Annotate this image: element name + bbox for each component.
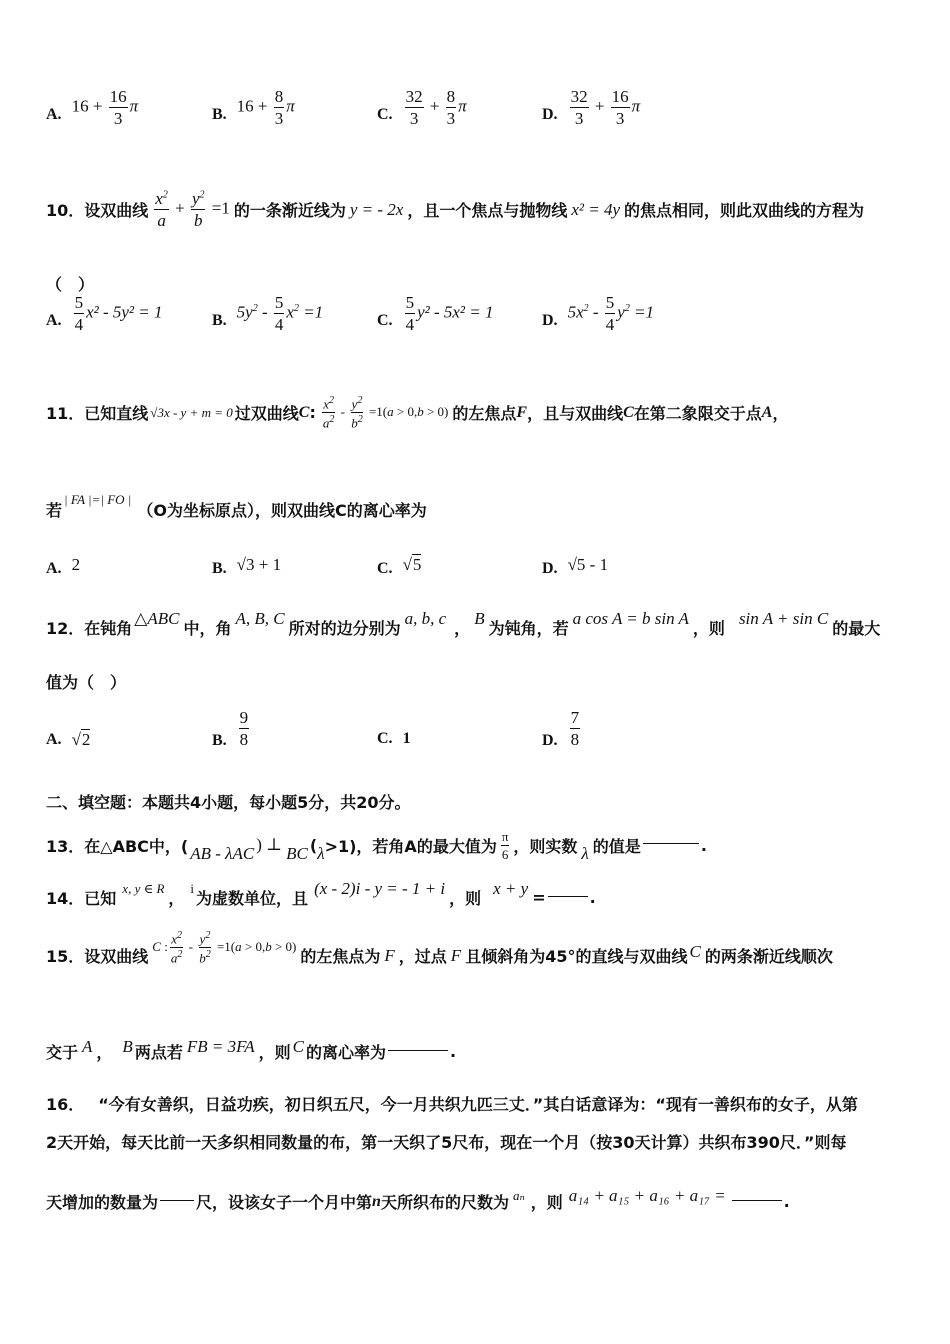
question-13-stem (46, 826, 707, 864)
option-expression: √3 + 1 (236, 555, 282, 574)
stem-text: 中，角 (183, 619, 232, 638)
denominator: 3 (446, 109, 456, 128)
curve-c: C (689, 941, 701, 961)
stem-text: 已知直线 (84, 404, 149, 424)
q11-option-b[interactable] (212, 555, 282, 578)
stem-text: ，则实数 (513, 836, 578, 856)
fraction (239, 709, 250, 748)
stem-text: 天所织布的尺数为 (380, 1193, 509, 1212)
stem-text: 已知 (84, 889, 117, 908)
option-label: D. (542, 732, 558, 749)
stem-text: “今有女善织，日益功疾，初日织五尺，今一月共织九匹三丈．”其白话意译为：“现有一善织布的女子，从第 (98, 1095, 858, 1114)
fraction: $\frac{5}{4}$ (274, 293, 284, 334)
stem-text: ，则 (449, 889, 482, 908)
question-10-paren (46, 272, 94, 295)
question-11-stem: 11． 已知直线 √3x - y + m = 0 过双曲线 C : $\frac{x^2}{a^2}$ - $\frac{y^2}{b^2}$ =1(a > 0,b > 0) 的左焦点 F ，且与双曲线 C 在第二象限交于点 A ， (46, 395, 789, 431)
option-label: B. (212, 732, 227, 749)
variable-n: n (372, 1192, 381, 1210)
period: . (589, 888, 596, 907)
fraction (501, 830, 510, 861)
option-label: B. (212, 560, 227, 577)
hyperbola-equation: C : $\frac{x^2}{a^2}$ - $\frac{y^2}{b^2}$ =1(a > 0,b > 0) (152, 929, 297, 966)
answer-blank[interactable] (732, 1199, 782, 1201)
answer-blank[interactable] (160, 1199, 194, 1201)
option-expression: √2 (71, 730, 91, 749)
denominator: 8 (570, 729, 580, 749)
point-f: F (450, 945, 462, 965)
stem-text: 在△ABC中，( (84, 836, 189, 856)
option-label: A. (46, 731, 62, 748)
option-label: C. (377, 730, 393, 747)
pi-symbol: π (286, 96, 295, 116)
option-expression: 1 (402, 730, 411, 747)
q10-option-b[interactable]: B. $5y^2$ - $\frac{5}{4}$ $x^2 =1$ (212, 293, 324, 334)
q11-option-a[interactable] (46, 555, 81, 578)
section-title: 二、填空题：本题共4小题，每小题5分，共20分。 (46, 793, 411, 812)
pi-symbol: π (458, 96, 467, 116)
option-label: D. (542, 105, 558, 123)
curve-name: C (298, 403, 310, 421)
denominator: 3 (274, 109, 284, 128)
option-expression: y² - 5x² = 1 (417, 302, 494, 322)
equation: (x - 2)i - y = - 1 + i (314, 878, 446, 898)
denominator: 6 (501, 846, 509, 862)
q11-option-d[interactable] (542, 555, 609, 578)
stem-text: ，则 (258, 1043, 291, 1062)
hyperbola-equation: $\frac{x^2}{a}$ + $\frac{y^2}{b}$ =1 (155, 189, 230, 230)
line-equation: √3x - y + m = 0 (150, 404, 233, 420)
q9-option-c[interactable] (377, 87, 467, 128)
option-expression-text: 5 (412, 555, 422, 574)
q10-option-c[interactable] (377, 293, 494, 334)
stem-text: ，且一个焦点与抛物线 (407, 201, 568, 220)
imaginary-unit: i (190, 880, 195, 896)
stem-text: 天增加的数量为 (46, 1193, 159, 1212)
q10-option-d[interactable]: D. $5x^2$ - $\frac{5}{4}$ $y^2 =1$ (542, 293, 655, 334)
option-expression-text: 5 - 1 (576, 555, 609, 574)
operator: + (594, 96, 605, 116)
numerator: 32 (405, 87, 423, 106)
option-label: B. (212, 311, 227, 329)
stem-text: （O为坐标原点），则双曲线C的离心率为 (137, 501, 427, 520)
option-label: D. (542, 560, 558, 577)
vector-bc: BC (286, 844, 308, 863)
stem-text: 的焦点相同，则此双曲线的方程为 (624, 201, 865, 220)
stem-text: 交于 (46, 1043, 79, 1062)
stem-text: ，则 (692, 619, 725, 638)
stem-text: 尺，设该女子一个月中第 (196, 1193, 373, 1212)
fraction (570, 88, 589, 127)
q12-option-c[interactable] (377, 730, 421, 748)
answer-blank[interactable] (643, 842, 699, 844)
point-a: A (82, 1036, 93, 1056)
integer: 16 (71, 96, 89, 116)
operator: + (429, 96, 440, 116)
fraction (405, 88, 424, 127)
fraction: $\frac{5}{4}$ (74, 293, 84, 334)
answer-blank[interactable] (388, 1049, 448, 1051)
stem-text: 的一条渐近线为 (233, 201, 346, 220)
lambda: λ (317, 844, 325, 863)
option-label: A. (46, 105, 62, 123)
period: . (783, 1192, 790, 1211)
q10-option-a[interactable] (46, 293, 163, 334)
q11-option-c[interactable] (377, 555, 422, 578)
period: . (700, 835, 707, 855)
operator: + (257, 96, 268, 116)
question-15-cont (46, 1036, 457, 1063)
vector-expression: AB - λAC (190, 844, 255, 863)
stem-text: ， (168, 889, 185, 908)
stem-text: 两点若 (134, 1043, 183, 1062)
stem-text: ( (309, 835, 318, 855)
stem-text: 若 (46, 501, 63, 520)
sides: a, b, c (404, 608, 447, 628)
period: . (450, 1042, 457, 1061)
stem-text: 的两条渐近线顺次 (704, 947, 833, 966)
question-12-cont (46, 670, 126, 693)
option-label: A. (46, 311, 62, 329)
fraction: $\frac{5}{4}$ (605, 293, 615, 334)
condition: x, y ∈ R (122, 880, 165, 896)
fraction: $\frac{5}{4}$ (405, 293, 415, 334)
stem-text: >1)，若角A的最大值为 (324, 836, 497, 856)
condition-equation: a cos A = b sin A (572, 608, 689, 628)
curve-c: C (292, 1036, 305, 1056)
denominator: 3 (113, 109, 123, 128)
question-14-stem (46, 878, 596, 909)
stem-text: 的离心率为 (306, 1043, 387, 1062)
stem-text: 设双曲线 (84, 947, 149, 966)
condition: | FA |=| FO | (64, 491, 132, 507)
point-b: B (122, 1036, 133, 1056)
question-11-cont (46, 491, 427, 521)
stem-text: 值为（ ） (46, 673, 127, 692)
stem-text: 且倾斜角为45°的直线与双曲线 (465, 947, 688, 966)
hyperbola-equation: $\frac{x^2}{a^2}$ - $\frac{y^2}{b^2}$ =1(a > 0,b > 0) (322, 395, 449, 431)
numerator: 32 (570, 87, 588, 106)
q12-option-b[interactable] (212, 706, 251, 750)
pi-symbol: π (631, 96, 641, 116)
triangle: △ABC (134, 608, 180, 628)
stem-text: 所对的边分别为 (288, 619, 401, 638)
operator: + (92, 96, 103, 116)
stem-text: 设双曲线 (84, 201, 149, 220)
q12-option-a[interactable] (46, 730, 90, 750)
angle-b: B (474, 608, 485, 628)
stem-text: ，过点 (398, 947, 447, 966)
fraction (274, 88, 285, 127)
q9-option-d[interactable] (542, 87, 641, 128)
target-expression: x + y (493, 878, 529, 898)
sequence-term: aₙ (512, 1187, 525, 1203)
integer: 16 (236, 96, 254, 116)
stem-text: 在第二象限交于点 (633, 404, 762, 424)
question-number: 10． (46, 201, 85, 220)
question-12-stem (46, 608, 881, 639)
sum-expression: a₁₄ + a₁₅ + a₁₆ + a₁₇ = (568, 1185, 726, 1205)
question-number: 11． (46, 404, 85, 424)
q9-option-a[interactable] (46, 87, 139, 128)
curve-name: C (623, 403, 634, 421)
question-15-stem (46, 929, 833, 967)
question-10-stem (46, 190, 864, 229)
pi-symbol: π (129, 96, 139, 116)
stem-text: ，且与双曲线 (527, 404, 624, 424)
fraction (570, 709, 581, 748)
stem-text: 的左焦点为 (300, 947, 381, 966)
numerator: 9 (239, 707, 249, 727)
denominator: 3 (574, 109, 584, 128)
fraction (109, 88, 128, 127)
option-label: C. (377, 560, 393, 577)
question-16-line3 (46, 1185, 790, 1213)
question-number: 16． (46, 1095, 85, 1114)
numerator: 8 (446, 87, 456, 106)
target-expression: sin A + sin C (738, 608, 829, 628)
point-f: F (516, 403, 528, 421)
question-16-line2 (46, 1130, 846, 1153)
stem-text: 的最大 (832, 619, 881, 638)
question-number: 14． (46, 889, 85, 908)
lambda: λ (581, 844, 589, 863)
stem-text: 2天开始，每天比前一天多织相同数量的布，第一天织了5尺布，现在一个月（按30天计算）共织布390尺．”则每 (46, 1133, 847, 1152)
stem-text: 为虚数单位，且 (196, 889, 309, 908)
option-expression: √5 - 1 (567, 555, 609, 574)
stem-text: 的值是 (592, 836, 641, 856)
stem-text: ， (454, 619, 471, 638)
option-label: B. (212, 105, 227, 123)
q9-option-b[interactable] (212, 87, 295, 128)
perpendicular: ) ⊥ (256, 835, 283, 854)
numerator: π (501, 828, 509, 844)
option-label: C. (377, 311, 393, 329)
answer-blank[interactable] (548, 895, 588, 897)
stem-text: 在钝角 (84, 619, 133, 638)
stem-text: ，则 (530, 1193, 563, 1212)
option-expression: x² - 5y² = 1 (86, 302, 163, 322)
option-label: D. (542, 311, 558, 329)
numerator: 16 (611, 87, 629, 106)
answer-paren: （ ） (46, 275, 95, 294)
angles: A, B, C (235, 608, 285, 628)
vector-equation: FB = 3FA (186, 1036, 255, 1056)
numerator: 7 (570, 707, 580, 727)
stem-text: = (532, 888, 546, 907)
stem-text: 过双曲线 (234, 404, 299, 424)
numerator: 16 (109, 87, 127, 106)
option-expression: √5 (402, 555, 422, 574)
point-f: F (384, 945, 395, 965)
question-number: 12． (46, 619, 85, 638)
stem-text: ， (96, 1043, 113, 1062)
fraction (446, 88, 457, 127)
asymptote-equation: y = - 2x (349, 199, 404, 219)
option-label: A. (46, 560, 62, 577)
option-expression: 2 (71, 555, 81, 574)
option-expression-text: 2 (81, 730, 91, 749)
denominator: 3 (615, 109, 625, 128)
section-heading (46, 790, 411, 813)
point-a: A (761, 403, 773, 421)
q12-option-d[interactable] (542, 706, 582, 750)
parabola-equation: x² = 4y (571, 199, 621, 219)
numerator: 8 (274, 87, 284, 106)
stem-text: 为钝角，若 (488, 619, 569, 638)
denominator: 8 (239, 729, 249, 749)
option-label: C. (377, 105, 393, 123)
question-16-line1 (46, 1092, 858, 1115)
option-expression-text: 3 + 1 (246, 555, 282, 574)
question-number: 13． (46, 836, 85, 856)
question-number: 15． (46, 947, 85, 966)
denominator: 3 (409, 109, 419, 128)
fraction (611, 88, 630, 127)
stem-text: 的左焦点 (452, 404, 517, 424)
